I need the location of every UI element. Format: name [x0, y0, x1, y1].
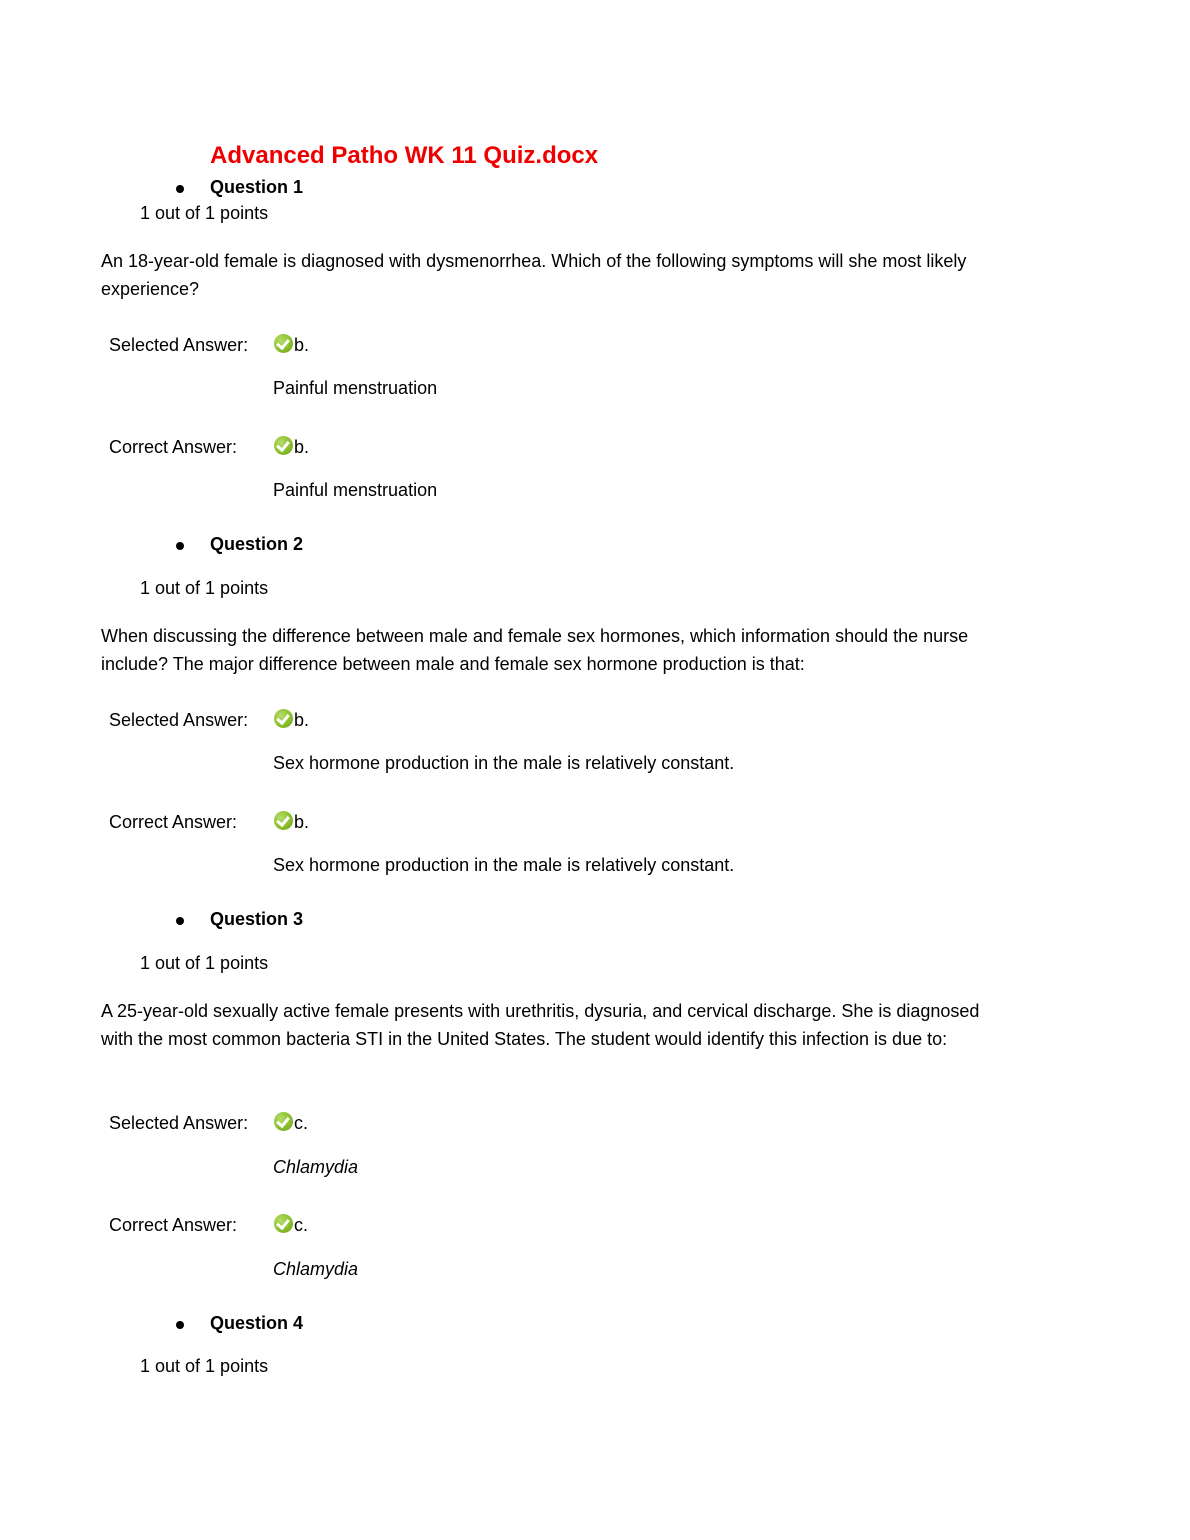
question-1-prompt: An 18-year-old female is diagnosed with dysmenorrhea. Which of the following symptoms will she most likely experience? [101, 251, 967, 299]
bullet-icon [176, 542, 184, 550]
question-1-selected-choice [274, 335, 309, 356]
check-icon [274, 1112, 293, 1131]
check-icon [274, 1214, 293, 1233]
question-3-selected-choice [274, 1113, 308, 1134]
question-4-heading: Question 4 [210, 1313, 304, 1333]
question-1-correct-choice [274, 437, 309, 458]
check-icon [274, 436, 293, 455]
question-1-selected-label: Selected Answer: [109, 335, 249, 355]
question-2-correct-choice [274, 812, 309, 833]
question-4-points: 1 out of 1 points [140, 1356, 269, 1376]
question-3-correct-letter: c. [294, 1215, 309, 1235]
question-2-selected-letter: b. [294, 710, 310, 730]
question-3-correct-label: Correct Answer: [109, 1215, 238, 1235]
question-3-heading: Question 3 [210, 909, 304, 929]
check-icon [274, 709, 293, 728]
question-3-correct-choice [274, 1215, 308, 1236]
bullet-icon [176, 1321, 184, 1329]
question-2-correct-label: Correct Answer: [109, 812, 238, 832]
question-3-selected-letter: c. [294, 1113, 309, 1133]
question-3-points: 1 out of 1 points [140, 953, 269, 973]
question-2-selected-choice [274, 710, 309, 731]
bullet-icon [176, 917, 184, 925]
question-1-selected-text: Painful menstruation [273, 378, 438, 398]
question-2-prompt: When discussing the difference between male and female sex hormones, which information should the nurse include? The major difference between male and female sex hormone production is that: [101, 626, 969, 674]
question-2-selected-label: Selected Answer: [109, 710, 249, 730]
question-2-points: 1 out of 1 points [140, 578, 269, 598]
question-3-selected-text: Chlamydia [273, 1157, 359, 1177]
check-icon [274, 811, 293, 830]
question-1-correct-letter: b. [294, 437, 310, 457]
question-1-correct-text: Painful menstruation [273, 480, 438, 500]
question-1-heading: Question 1 [210, 177, 304, 197]
question-3-selected-label: Selected Answer: [109, 1113, 249, 1133]
question-2-heading: Question 2 [210, 534, 304, 554]
bullet-icon [176, 185, 184, 193]
question-1-points: 1 out of 1 points [140, 203, 269, 223]
question-1-correct-label: Correct Answer: [109, 437, 238, 457]
question-2-correct-text: Sex hormone production in the male is relatively constant. [273, 855, 735, 875]
question-3-correct-text: Chlamydia [273, 1259, 359, 1279]
question-2-selected-text: Sex hormone production in the male is relatively constant. [273, 753, 735, 773]
check-icon [274, 334, 293, 353]
document-title: Advanced Patho WK 11 Quiz.docx [210, 142, 599, 169]
question-1-selected-letter: b. [294, 335, 310, 355]
question-3-prompt: A 25-year-old sexually active female presents with urethritis, dysuria, and cervical discharge. She is diagnosed with the most common bacteria STI in the United States. The student would identify this infection is due to: [101, 1001, 980, 1049]
question-2-correct-letter: b. [294, 812, 310, 832]
